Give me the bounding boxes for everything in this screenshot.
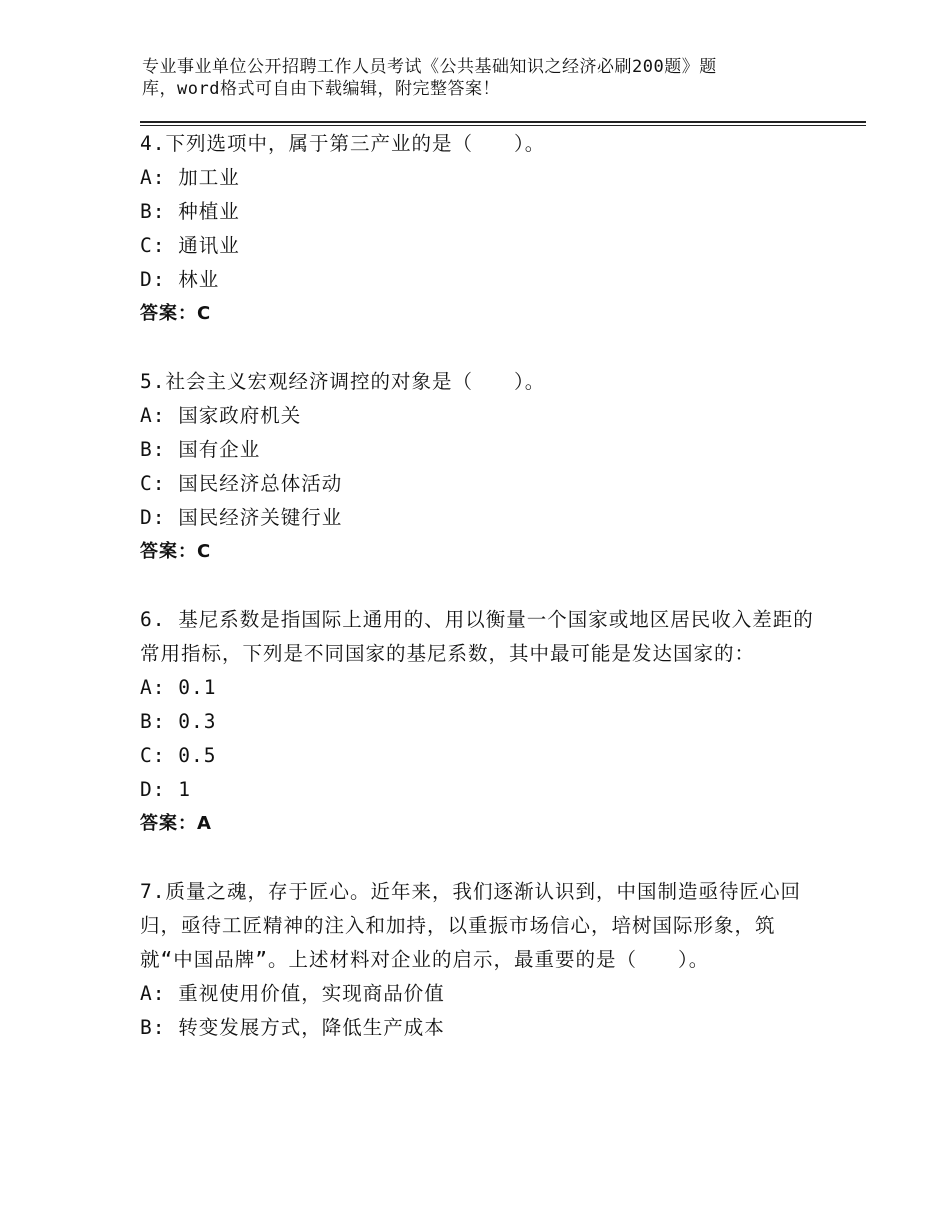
option-label: C: <box>140 744 166 767</box>
option-text: 国家政府机关 <box>178 404 302 427</box>
option-a <box>140 977 820 1011</box>
option-c <box>140 467 820 501</box>
option-a <box>140 161 820 195</box>
option-text: 国有企业 <box>178 438 261 461</box>
answer: 答案：C <box>140 541 212 562</box>
option-text: 0.5 <box>178 744 217 767</box>
question-text: 6. 基尼系数是指国际上通用的、用以衡量一个国家或地区居民收入差距的常用指标，下列是不同国家的基尼系数，其中最可能是发达国家的： <box>140 608 814 665</box>
document-header <box>142 56 782 100</box>
question-6 <box>140 603 820 841</box>
option-label: B: <box>140 200 166 223</box>
option-label: D: <box>140 778 166 801</box>
option-text: 0.3 <box>178 710 217 733</box>
question-5 <box>140 365 820 569</box>
question-text: 4.下列选项中，属于第三产业的是（ ）。 <box>140 132 546 155</box>
option-d <box>140 773 820 807</box>
option-text: 重视使用价值，实现商品价值 <box>178 982 445 1005</box>
option-text: 林业 <box>178 268 220 291</box>
option-label: D: <box>140 268 166 291</box>
option-text: 1 <box>178 778 191 801</box>
option-text: 种植业 <box>178 200 240 223</box>
option-label: B: <box>140 1016 166 1039</box>
option-text: 0.1 <box>178 676 217 699</box>
question-list <box>140 127 820 1079</box>
option-label: A: <box>140 676 166 699</box>
option-d <box>140 501 820 535</box>
header-line-1: 专业事业单位公开招聘工作人员考试《公共基础知识之经济必刷200题》题 <box>142 57 717 77</box>
option-a <box>140 399 820 433</box>
option-b <box>140 433 820 467</box>
option-b <box>140 1011 820 1045</box>
option-text: 国民经济总体活动 <box>178 472 343 495</box>
option-label: D: <box>140 506 166 529</box>
option-label: A: <box>140 166 166 189</box>
option-label: A: <box>140 982 166 1005</box>
header-divider-thin <box>140 125 866 126</box>
option-label: A: <box>140 404 166 427</box>
option-text: 加工业 <box>178 166 240 189</box>
option-label: B: <box>140 438 166 461</box>
option-c <box>140 229 820 263</box>
answer: 答案：A <box>140 813 212 834</box>
option-b <box>140 705 820 739</box>
option-text: 国民经济关键行业 <box>178 506 343 529</box>
option-a <box>140 671 820 705</box>
option-d <box>140 263 820 297</box>
option-label: C: <box>140 472 166 495</box>
question-text: 5.社会主义宏观经济调控的对象是（ ）。 <box>140 370 546 393</box>
header-line-2: 库，word格式可自由下载编辑，附完整答案！ <box>142 79 500 99</box>
option-label: C: <box>140 234 166 257</box>
question-text: 7.质量之魂，存于匠心。近年来，我们逐渐认识到，中国制造亟待匠心回归，亟待工匠精神的注入和加持，以重振市场信心，培树国际形象，筑就“中国品牌”。上述材料对企业的启示，最重要的是（ ）。 <box>140 880 801 971</box>
header-divider <box>140 121 866 123</box>
option-text: 转变发展方式，降低生产成本 <box>178 1016 445 1039</box>
option-b <box>140 195 820 229</box>
question-7 <box>140 875 820 1045</box>
answer: 答案：C <box>140 303 212 324</box>
option-text: 通讯业 <box>178 234 240 257</box>
question-4 <box>140 127 820 331</box>
option-c <box>140 739 820 773</box>
option-label: B: <box>140 710 166 733</box>
